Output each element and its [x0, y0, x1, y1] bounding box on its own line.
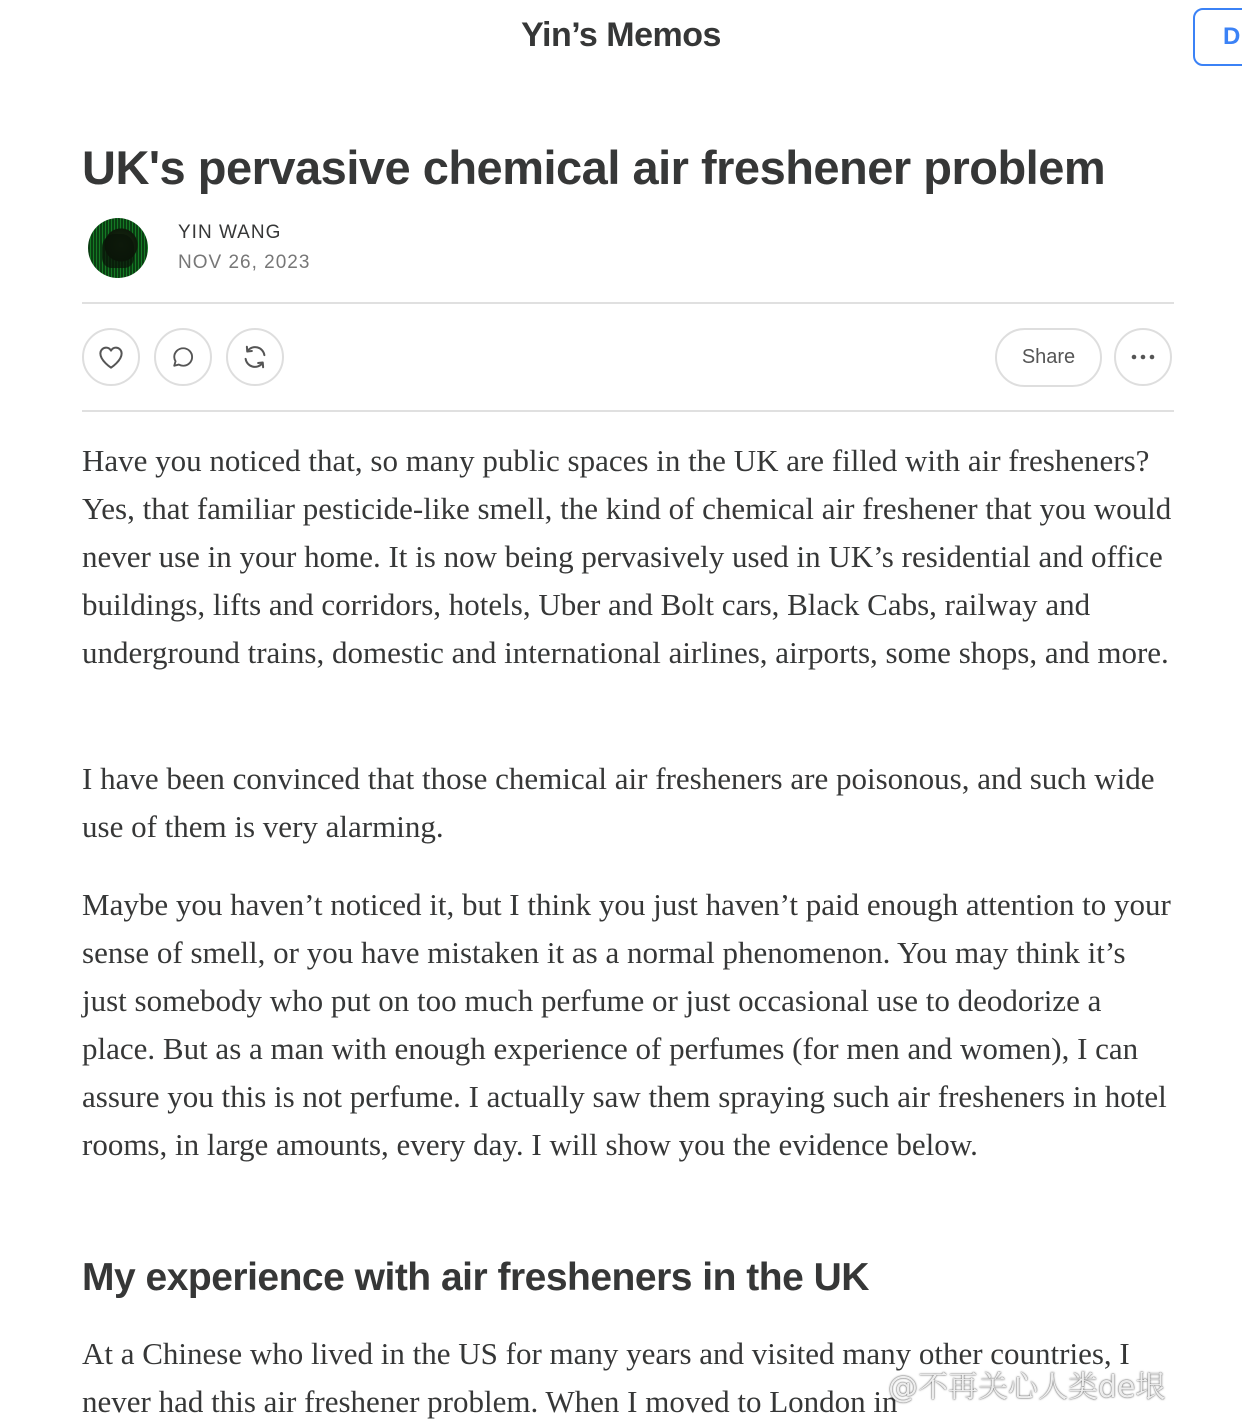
publication-title[interactable]: Yin’s Memos	[521, 16, 721, 54]
divider-bottom	[82, 410, 1174, 412]
restack-button[interactable]	[226, 328, 284, 386]
paragraph: Maybe you haven’t noticed it, but I think you just haven’t paid enough attention to your sense of smell, or you have mistaken it as a normal phenomenon. You may think it’s just somebody who put on too much perfume or just occasional use to deodorize a place. But as a man with enough experience of perfumes (for men and women), I can assure you this is not perfume. I actually saw them spraying such air fresheners in hotel rooms, in large amounts, every day. I will show you the evidence below.	[82, 887, 1171, 1162]
paragraph: Have you noticed that, so many public spaces in the UK are filled with air fresheners? Yes, that familiar pesticide-like smell, the kind of chemical air freshener that you would never use in your home. It is now being pervasively used in UK’s residential and office buildings, lifts and corridors, hotels, Uber and Bolt cars, Black Cabs, railway and underground trains, domestic and international airlines, airports, some shops, and more.	[82, 443, 1172, 670]
author-name[interactable]: YIN WANG	[178, 222, 282, 243]
post-title: UK's pervasive chemical air freshener problem	[82, 141, 1106, 194]
paragraph: At a Chinese who lived in the US for many years and visited many other countries, I never had this air freshener problem. When I moved to London in	[82, 1336, 1130, 1419]
header-action-button[interactable]: D	[1193, 8, 1242, 66]
post-date: NOV 26, 2023	[178, 252, 311, 273]
paragraph: I have been convinced that those chemical air fresheners are poisonous, and such wide use of them is very alarming.	[82, 761, 1155, 844]
more-options-button[interactable]	[1114, 328, 1172, 386]
share-button[interactable]: Share	[995, 328, 1102, 387]
heart-icon	[96, 342, 126, 372]
comment-bubble-icon	[169, 343, 197, 371]
restack-arrows-icon	[240, 342, 270, 372]
top-bar	[0, 0, 1242, 78]
comment-button[interactable]	[154, 328, 212, 386]
author-avatar[interactable]	[88, 218, 148, 278]
ellipsis-icon	[1128, 352, 1158, 362]
watermark: @不再关心人类de垠	[888, 1370, 1166, 1405]
like-button[interactable]	[82, 328, 140, 386]
divider-top	[82, 302, 1174, 304]
section-heading: My experience with air fresheners in the UK	[82, 1256, 869, 1299]
